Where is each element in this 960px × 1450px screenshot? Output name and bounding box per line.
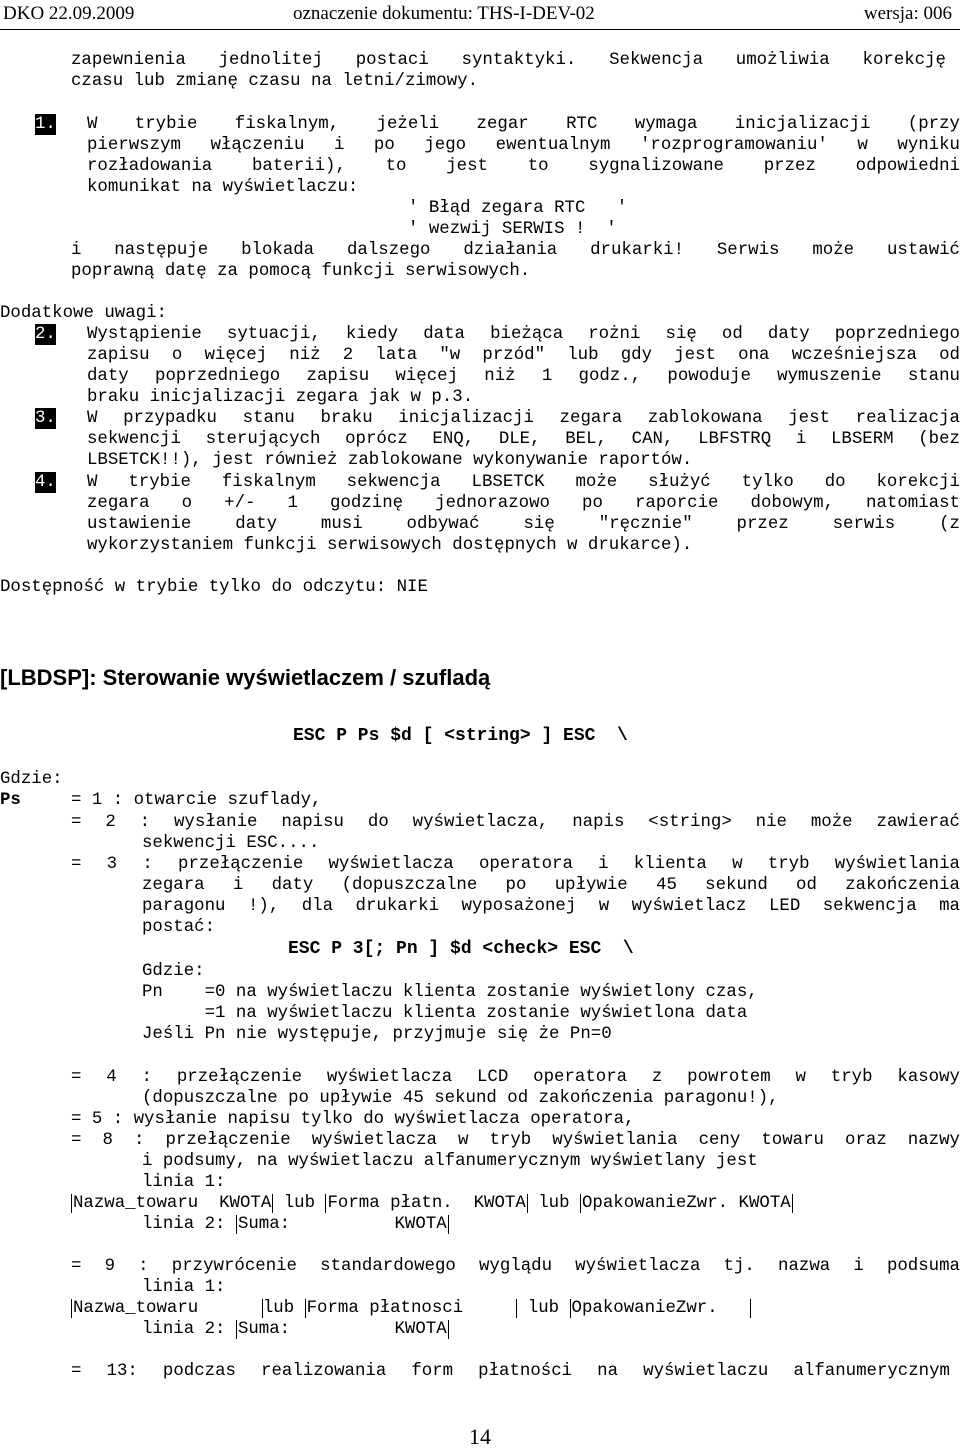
param-value-9: = 9 : przywrócenie standardowego wyglądu wyświetlacza tj. nazwa i podsuma xyxy=(71,1257,960,1276)
display-message: ' wezwij SERWIS ! ' xyxy=(408,220,617,239)
display-message: ' Błąd zegara RTC ' xyxy=(408,199,628,218)
item-text: W przypadku stanu braku inicjalizacji zegara zablokowana jest realizacja xyxy=(87,409,960,428)
param-value-8: i podsumy, na wyświetlaczu alfanumerycznym wyświetlany jest xyxy=(142,1152,758,1171)
header-document-id: oznaczenie dokumentu: THS-I-DEV-02 xyxy=(293,3,595,24)
where-label: Gdzie: xyxy=(142,962,205,981)
item-text: W trybie fiskalnym sekwencja LBSETCK może służyć tylko do korekcji xyxy=(87,473,960,492)
item-text: komunikat na wyświetlaczu: xyxy=(87,178,359,197)
line-label: linia 1: xyxy=(142,1278,226,1297)
or-label: lub xyxy=(527,1299,560,1318)
line-label: linia 2: xyxy=(142,1215,226,1234)
item-text: i następuje blokada dalszego działania drukarki! Serwis może ustawić xyxy=(71,241,960,260)
display-layout-line1 xyxy=(71,1193,793,1214)
readonly-availability: Dostępność w trybie tylko do odczytu: NIE xyxy=(0,578,428,597)
section-title: [LBDSP]: Sterowanie wyświetlaczem / szufladą xyxy=(0,665,491,690)
param-name: Ps xyxy=(0,791,21,810)
item-text: W trybie fiskalnym, jeżeli zegar RTC wymaga inicjalizacji (przy xyxy=(87,115,960,134)
display-layout-line2 xyxy=(142,1319,449,1340)
item-text: ustawienie daty musi odbywać się "ręcznie" przez serwis (z xyxy=(87,515,960,534)
pn-description: Jeśli Pn nie występuje, przyjmuje się że Pn=0 xyxy=(142,1025,612,1044)
item-text: sekwencji sterujących oprócz ENQ, DLE, BEL, CAN, LBFSTRQ i LBSERM (bez xyxy=(87,430,960,449)
item-number: 1. xyxy=(35,115,56,134)
line-label: linia 2: xyxy=(142,1320,226,1339)
display-field: OpakowanieZwr. KWOTA xyxy=(581,1194,791,1213)
item-text: braku inicjalizacji zegara jak w p.3. xyxy=(87,388,474,407)
or-label: lub xyxy=(283,1194,316,1213)
display-field: Suma: KWOTA xyxy=(237,1320,447,1339)
display-field: Nazwa_towaru KWOTA xyxy=(73,1194,272,1213)
param-value-3: = 3 : przełączenie wyświetlacza operatora i klienta w tryb wyświetlania xyxy=(71,855,960,874)
page-header xyxy=(0,0,960,30)
item-number: 4. xyxy=(35,473,56,492)
pn-description: Pn =0 na wyświetlaczu klienta zostanie wyświetlony czas, xyxy=(142,983,758,1002)
param-value-8: = 8 : przełączenie wyświetlacza w tryb wyświetlania ceny towaru oraz nazwy xyxy=(71,1131,960,1150)
or-label: lub xyxy=(538,1194,570,1213)
command-syntax: ESC P Ps $d [ <string> ] ESC \ xyxy=(293,726,628,746)
item-text: Wystąpienie sytuacji, kiedy data bieżąca rożni się od daty poprzedniego xyxy=(87,325,960,344)
item-text: pierwszym włączeniu i po jego ewentualnym 'rozprogramowaniu' w wyniku xyxy=(87,136,960,155)
item-number: 2. xyxy=(35,325,56,344)
display-field: Forma płatnosci xyxy=(306,1299,516,1318)
param-value-2: = 2 : wysłanie napisu do wyświetlacza, napis <string> nie może zawierać xyxy=(71,813,960,832)
display-layout-line1 xyxy=(71,1298,751,1319)
item-text: zapisu o więcej niż 2 lata "w przód" lub gdy jest ona wcześniejsza od xyxy=(87,346,960,365)
or-label: lub xyxy=(262,1299,295,1318)
display-field: OpakowanieZwr. xyxy=(571,1299,749,1318)
param-value-13: = 13: podczas realizowania form płatności na wyświetlaczu alfanumerycznym xyxy=(71,1362,950,1381)
param-value-5: = 5 : wysłanie napisu tylko do wyświetlacza operatora, xyxy=(71,1110,635,1129)
intro-line: zapewnienia jednolitej postaci syntaktyki. Sekwencja umożliwia korekcję xyxy=(71,51,946,70)
param-value-3: paragonu !), dla drukarki wyposażonej w wyświetlacz LED sekwencja ma xyxy=(142,897,960,916)
item-text: daty poprzedniego zapisu więcej niż 1 godz., powoduje wymuszenie stanu xyxy=(87,367,960,386)
param-value-1: = 1 : otwarcie szuflady, xyxy=(71,791,322,810)
intro-line: czasu lub zmianę czasu na letni/zimowy. xyxy=(71,72,479,91)
item-text: wykorzystaniem funkcji serwisowych dostępnych w drukarce). xyxy=(87,536,693,555)
param-value-4: = 4 : przełączenie wyświetlacza LCD operatora z powrotem w tryb kasowy xyxy=(71,1068,960,1087)
header-date: DKO 22.09.2009 xyxy=(3,3,135,24)
pn-description: =1 na wyświetlaczu klienta zostanie wyświetlona data xyxy=(142,1004,748,1023)
item-text: LBSETCK!!), jest również zablokowane wykonywanie raportów. xyxy=(87,451,693,470)
extra-notes-heading: Dodatkowe uwagi: xyxy=(0,304,167,323)
param-value-2: sekwencji ESC.... xyxy=(142,834,320,853)
item-text: poprawną datę za pomocą funkcji serwisowych. xyxy=(71,262,531,281)
param-value-4: (dopuszczalne po upływie 45 sekund od zakończenia paragonu!), xyxy=(142,1089,779,1108)
param-value-3: postać: xyxy=(142,918,216,937)
item-text: zegara o +/- 1 godzinę jednorazowo po raporcie dobowym, natomiast xyxy=(87,494,960,513)
item-text: rozładowania baterii), to jest to sygnalizowane przez odpowiedni xyxy=(87,157,960,176)
display-field: Suma: KWOTA xyxy=(237,1215,447,1234)
display-field: Nazwa_towaru xyxy=(73,1299,261,1318)
header-divider xyxy=(0,29,960,30)
display-field: Forma płatn. KWOTA xyxy=(327,1194,526,1213)
where-label: Gdzie: xyxy=(0,770,63,789)
subcommand-syntax: ESC P 3[; Pn ] $d <check> ESC \ xyxy=(288,939,634,959)
item-number: 3. xyxy=(35,409,56,428)
page-number: 14 xyxy=(469,1424,491,1449)
display-layout-line2 xyxy=(142,1214,449,1235)
header-version: wersja: 006 xyxy=(863,3,952,24)
line-label: linia 1: xyxy=(142,1173,226,1192)
param-value-3: zegara i daty (dopuszczalne po upływie 45 sekund od zakończenia xyxy=(142,876,960,895)
